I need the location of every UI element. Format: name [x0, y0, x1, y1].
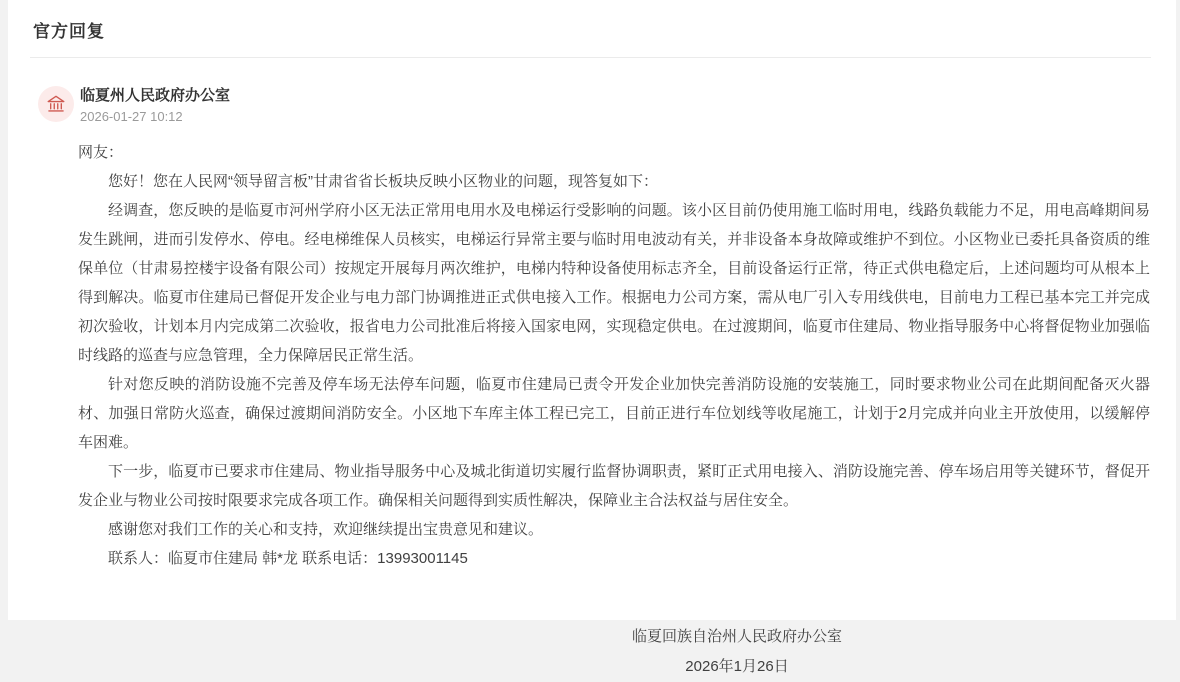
reply-paragraph: 下一步，临夏市已要求市住建局、物业指导服务中心及城北街道切实履行监督协调职责，紧盯正式用电接入、消防设施完善、停车场启用等关键环节，督促开发企业与物业公司按时限要求完成各项工作。确保相关问题得到实质性解决，保障业主合法权益与居住安全。 — [78, 457, 1150, 515]
government-building-icon — [45, 93, 67, 115]
official-reply-card — [8, 86, 1176, 682]
reply-header — [38, 86, 1176, 124]
reply-paragraph: 针对您反映的消防设施不完善及停车场无法停车问题，临夏市住建局已责令开发企业加快完善消防设施的安装施工，同时要求物业公司在此期间配备灭火器材、加强日常防火巡查，确保过渡期间消防安全。小区地下车库主体工程已完工，目前正进行车位划线等收尾施工，计划于2月完成并向业主开放使用，以缓解停车困难。 — [78, 370, 1150, 457]
reply-paragraph: 感谢您对我们工作的关心和支持，欢迎继续提出宝贵意见和建议。 — [78, 515, 1150, 544]
official-reply-section — [8, 0, 1176, 620]
salutation: 网友： — [78, 138, 1150, 167]
agency-name: 临夏州人民政府办公室 — [80, 87, 230, 104]
page-title: 官方回复 — [8, 0, 1176, 42]
section-divider — [30, 57, 1151, 58]
contact-info: 联系人：临夏市住建局 韩*龙 联系电话：13993001145 — [78, 544, 1150, 573]
reply-datetime: 2026-01-27 10:12 — [80, 109, 230, 124]
agency-avatar — [38, 86, 74, 122]
reply-header-text — [80, 86, 230, 124]
reply-signature — [78, 622, 1150, 682]
signature-agency: 临夏回族自治州人民政府办公室 — [324, 622, 1150, 652]
reply-paragraph: 经调查，您反映的是临夏市河州学府小区无法正常用电用水及电梯运行受影响的问题。该小区目前仍使用施工临时用电，线路负载能力不足，用电高峰期间易发生跳闸，进而引发停水、停电。经电梯维保人员核实，电梯运行异常主要与临时用电波动有关，并非设备本身故障或维护不到位。小区物业已委托具备资质的维保单位（甘肃易控楼宇设备有限公司）按规定开展每月两次维护，电梯内特种设备使用标志齐全，目前设备运行正常，待正式供电稳定后，上述问题均可从根本上得到解决。临夏市住建局已督促开发企业与电力部门协调推进正式供电接入工作。根据电力公司方案，需从电厂引入专用线供电，目前电力工程已基本完工并完成初次验收，计划本月内完成第二次验收，报省电力公司批准后将接入国家电网，实现稳定供电。在过渡期间，临夏市住建局、物业指导服务中心将督促物业加强临时线路的巡查与应急管理，全力保障居民正常生活。 — [78, 196, 1150, 370]
signature-date: 2026年1月26日 — [324, 652, 1150, 682]
reply-paragraph: 您好！您在人民网“领导留言板”甘肃省省长板块反映小区物业的问题，现答复如下： — [78, 167, 1150, 196]
reply-body — [78, 138, 1150, 682]
